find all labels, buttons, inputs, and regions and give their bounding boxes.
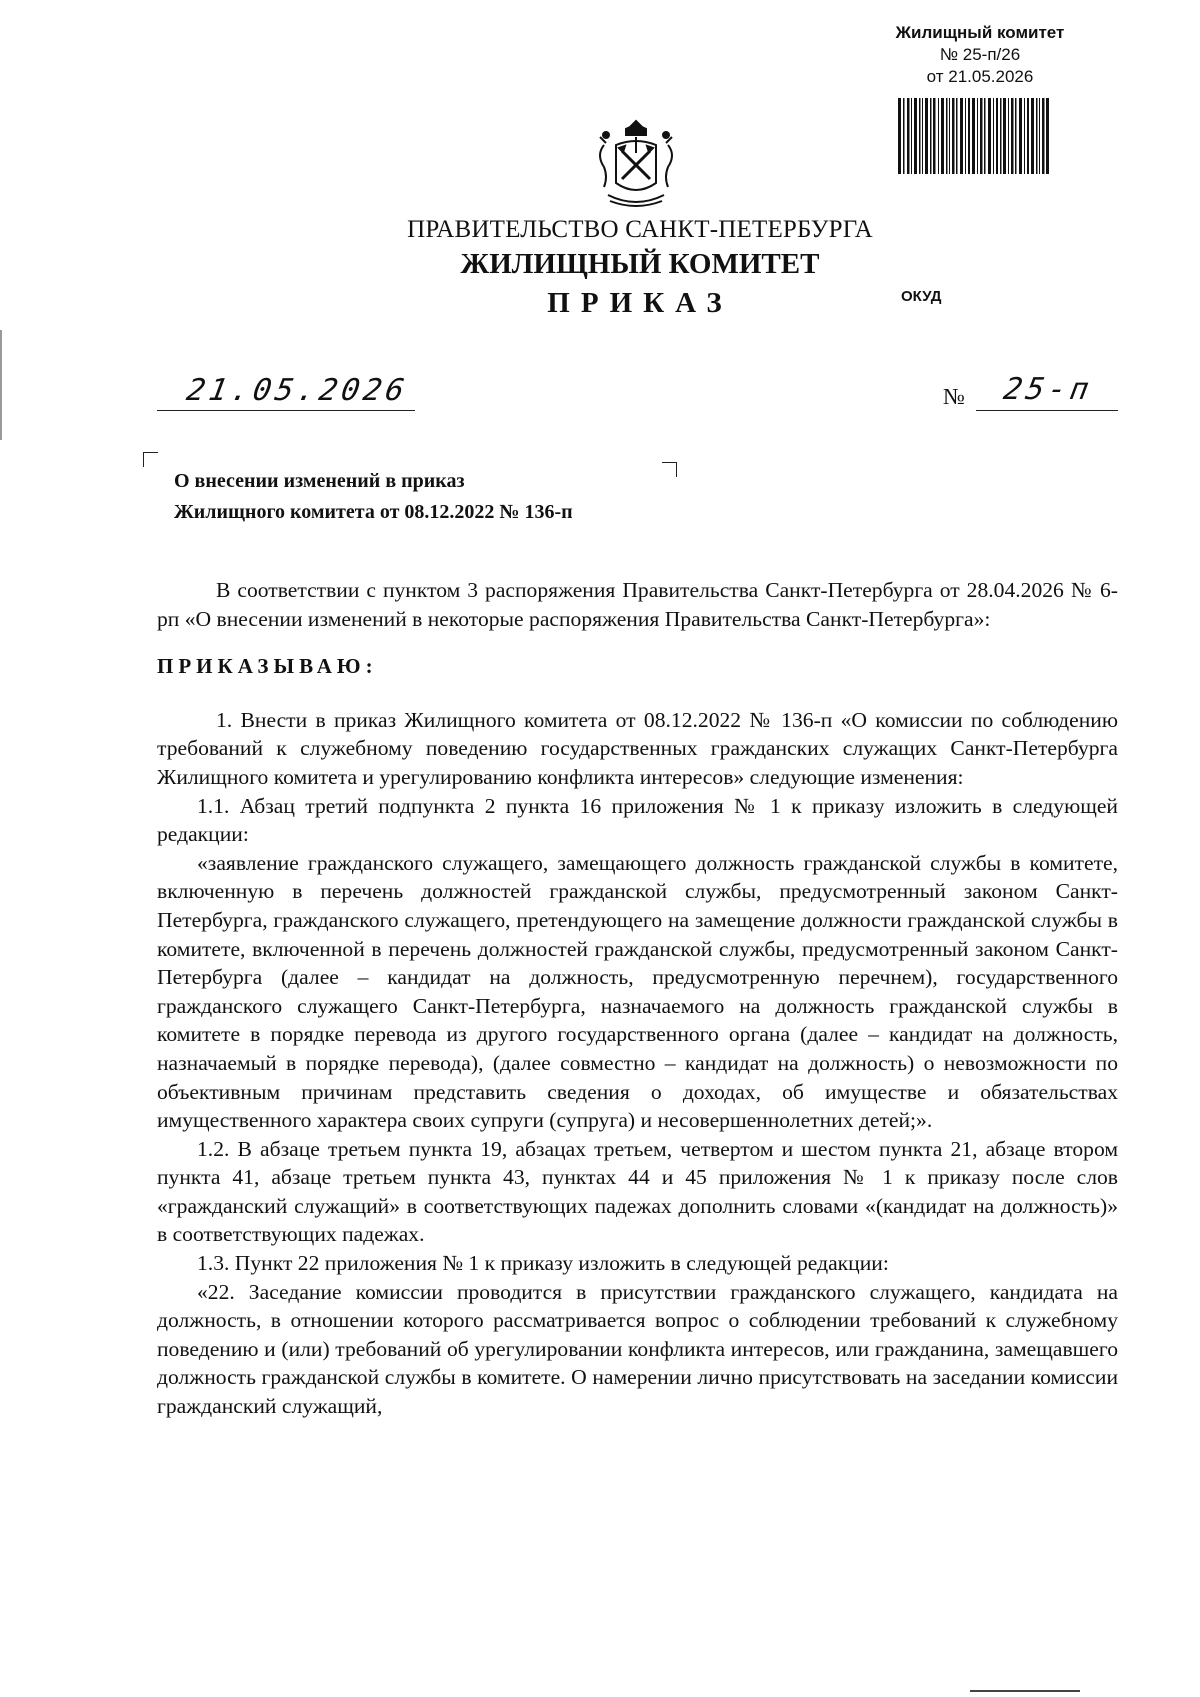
paragraph-1-3-quote: «22. Заседание комиссии проводится в присутствии гражданского служащего, кандидата на должность, в отношении которого рассматривается вопрос о соблюдении требований к служебному поведению и (или) требований об урегулировании конфликта интересов, или гражданина, замещавшего должность гражданской службы в комитете. О намерении лично присутствовать на заседании комиссии гражданский служащий,	[157, 1279, 1118, 1419]
document-body	[157, 576, 1118, 1421]
okud-label: ОКУД	[901, 288, 942, 305]
paragraph-1-2: 1.2. В абзаце третьем пункта 19, абзацах третьем, четвертом и шестом пункта 21, абзаце втором пункта 41, абзаце третьем пункта 43, пунктах 44 и 45 приложения № 1 к приказу после слов «гражданский служащий» в соответствующих падежах дополнить словами «(кандидат на должность)» в соответствующих падежах.	[157, 1136, 1118, 1247]
number-field	[976, 374, 1118, 411]
date-field	[157, 374, 415, 411]
handwritten-number: 25-п	[1000, 372, 1096, 407]
paragraph-1-1-quote: «заявление гражданского служащего, замещающего должность гражданской службы в комитете, включенную в перечень должностей гражданской службы, предусмотренный законом Санкт-Петербурга, гражданского служащего, претендующего на замещение должности гражданской службы в комитете, включенной в перечень должностей гражданской службы, предусмотренный законом Санкт-Петербурга (далее – кандидат на должность, предусмотренную перечнем), государственного гражданского служащего Санкт-Петербурга, назначаемого на должность гражданской службы в комитете в порядке перевода из другого государственного органа (далее – кандидат на должность, назначаемый в порядке перевода), (далее совместно – кандидат на должность) о невозможности по объективным причинам представить сведения о доходах, об имуществе и обязательствах имущественного характера своих супруги (супруга) и несовершеннолетних детей;».	[157, 850, 1118, 1133]
handwritten-date: 21.05.2026	[183, 373, 411, 408]
paragraph-1-3: 1.3. Пункт 22 приложения № 1 к приказу изложить в следующей редакции:	[197, 1251, 889, 1276]
paragraph-1: 1. Внести в приказ Жилищного комитета от 08.12.2022 № 136-п «О комиссии по соблюдению требований к служебному поведению государственных гражданских служащих Санкт-Петербурга Жилищного комитета и урегулированию конфликта интересов» следующие изменения:	[157, 707, 1118, 789]
stamp-date: от 21.05.2026	[926, 67, 1034, 86]
subject-corner-left	[143, 452, 158, 467]
paragraph-1-1: 1.1. Абзац третий подпункта 2 пункта 16 приложения № 1 к приказу изложить в следующей редакции:	[157, 793, 1118, 847]
scan-margin-mark	[0, 330, 2, 440]
document-type: ПРИКАЗ	[547, 287, 733, 319]
decree-heading: ПРИКАЗЫВАЮ:	[157, 654, 378, 679]
committee-name: ЖИЛИЩНЫЙ КОМИТЕТ	[460, 248, 820, 280]
government-name: ПРАВИТЕЛЬСТВО САНКТ-ПЕТЕРБУРГА	[407, 216, 873, 243]
document-subject	[174, 466, 694, 528]
preamble-paragraph: В соответствии с пунктом 3 распоряжения Правительства Санкт-Петербурга от 28.04.2026 № 6-рп «О внесении изменений в некоторые распоряжения Правительства Санкт-Петербурга»:	[157, 578, 1118, 631]
stamp-org: Жилищный комитет	[895, 23, 1065, 42]
number-label: №	[943, 384, 965, 409]
subject-line-2: Жилищного комитета от 08.12.2022 № 136-п	[174, 501, 573, 523]
registration-stamp	[860, 22, 1100, 88]
document-header	[300, 215, 980, 321]
spb-coat-of-arms-icon	[586, 115, 686, 215]
page-footer-line	[970, 1690, 1080, 1692]
stamp-number: № 25-п/26	[939, 45, 1021, 64]
barcode-icon	[898, 98, 1050, 174]
subject-line-1: О внесении изменений в приказ	[174, 470, 465, 492]
